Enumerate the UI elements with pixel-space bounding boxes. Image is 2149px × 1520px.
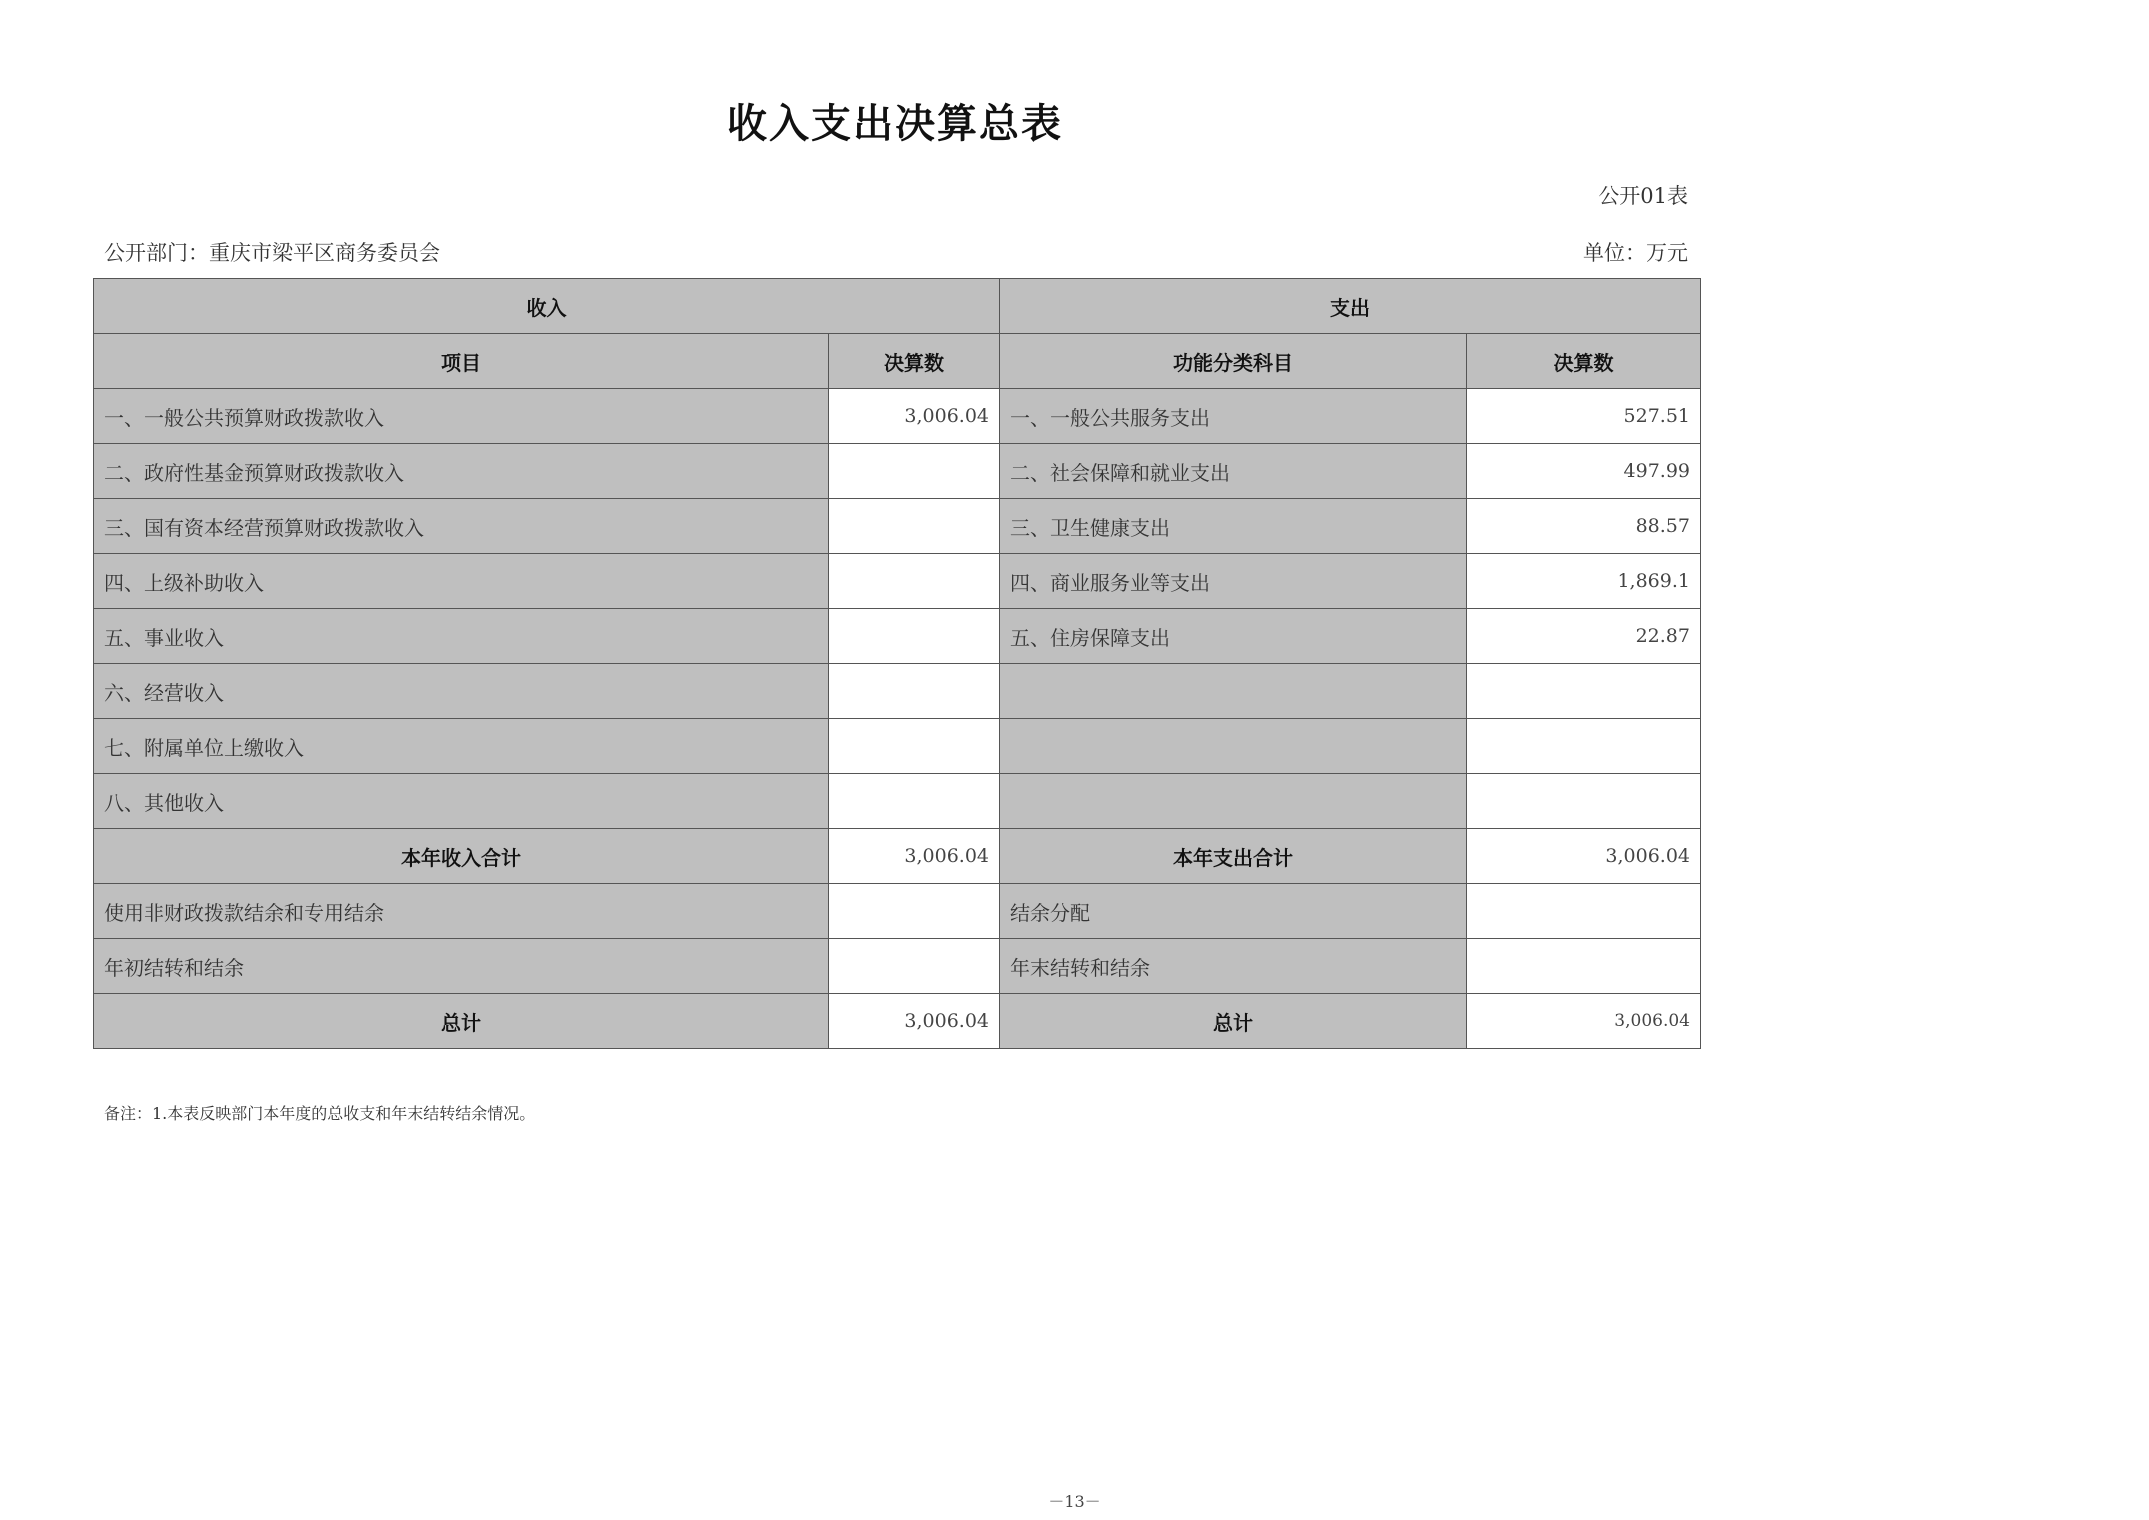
expense-amount xyxy=(1467,884,1701,939)
expense-item: 一、一般公共服务支出 xyxy=(1000,389,1467,444)
income-item: 二、政府性基金预算财政拨款收入 xyxy=(94,444,829,499)
income-item: 年初结转和结余 xyxy=(94,939,829,994)
subtotal-row xyxy=(94,829,1701,884)
income-subtotal-amount: 3,006.04 xyxy=(829,829,1000,884)
expense-total-amount: 3,006.04 xyxy=(1467,994,1701,1049)
income-item: 三、国有资本经营预算财政拨款收入 xyxy=(94,499,829,554)
income-item: 八、其他收入 xyxy=(94,774,829,829)
expense-amount xyxy=(1467,719,1701,774)
expense-amount: 527.51 xyxy=(1467,389,1701,444)
income-amount xyxy=(829,719,1000,774)
income-item: 六、经营收入 xyxy=(94,664,829,719)
expense-total-label: 总计 xyxy=(1000,994,1467,1049)
unit-label: 单位：万元 xyxy=(1583,241,1688,265)
income-amount xyxy=(829,554,1000,609)
form-number: 公开01表 xyxy=(1598,184,1688,208)
expense-item: 结余分配 xyxy=(1000,884,1467,939)
table-column-header-row xyxy=(94,334,1701,389)
expense-item: 年末结转和结余 xyxy=(1000,939,1467,994)
expense-item: 四、商业服务业等支出 xyxy=(1000,554,1467,609)
expense-header: 支出 xyxy=(1000,279,1701,334)
income-item: 使用非财政拨款结余和专用结余 xyxy=(94,884,829,939)
expense-item: 五、住房保障支出 xyxy=(1000,609,1467,664)
table-group-header-row xyxy=(94,279,1701,334)
table-row xyxy=(94,389,1701,444)
table-row xyxy=(94,554,1701,609)
expense-amount-column-header: 决算数 xyxy=(1467,334,1701,389)
expense-amount: 22.87 xyxy=(1467,609,1701,664)
expense-item xyxy=(1000,664,1467,719)
expense-item xyxy=(1000,719,1467,774)
budget-summary-table xyxy=(93,278,1701,1049)
income-item: 七、附属单位上缴收入 xyxy=(94,719,829,774)
income-amount-column-header: 决算数 xyxy=(829,334,1000,389)
table-row xyxy=(94,774,1701,829)
page-number: －13－ xyxy=(1048,1492,1101,1511)
expense-amount xyxy=(1467,939,1701,994)
expense-amount xyxy=(1467,774,1701,829)
total-row xyxy=(94,994,1701,1049)
table-row xyxy=(94,939,1701,994)
table-row xyxy=(94,609,1701,664)
expense-item: 二、社会保障和就业支出 xyxy=(1000,444,1467,499)
income-amount xyxy=(829,444,1000,499)
income-amount xyxy=(829,939,1000,994)
income-subtotal-label: 本年收入合计 xyxy=(94,829,829,884)
income-total-label: 总计 xyxy=(94,994,829,1049)
income-amount xyxy=(829,499,1000,554)
expense-item xyxy=(1000,774,1467,829)
income-item: 一、一般公共预算财政拨款收入 xyxy=(94,389,829,444)
expense-amount: 497.99 xyxy=(1467,444,1701,499)
income-item: 五、事业收入 xyxy=(94,609,829,664)
table-row xyxy=(94,719,1701,774)
income-amount xyxy=(829,609,1000,664)
footnote: 备注：1.本表反映部门本年度的总收支和年末结转结余情况。 xyxy=(104,1104,536,1123)
table-row xyxy=(94,499,1701,554)
page-title: 收入支出决算总表 xyxy=(727,101,1063,147)
income-amount xyxy=(829,884,1000,939)
expense-amount: 1,869.1 xyxy=(1467,554,1701,609)
expense-subtotal-label: 本年支出合计 xyxy=(1000,829,1467,884)
income-total-amount: 3,006.04 xyxy=(829,994,1000,1049)
expense-subtotal-amount: 3,006.04 xyxy=(1467,829,1701,884)
income-amount xyxy=(829,664,1000,719)
function-category-column-header: 功能分类科目 xyxy=(1000,334,1467,389)
income-amount xyxy=(829,774,1000,829)
table-row xyxy=(94,884,1701,939)
income-amount: 3,006.04 xyxy=(829,389,1000,444)
item-column-header: 项目 xyxy=(94,334,829,389)
table-row xyxy=(94,444,1701,499)
expense-amount xyxy=(1467,664,1701,719)
expense-amount: 88.57 xyxy=(1467,499,1701,554)
income-item: 四、上级补助收入 xyxy=(94,554,829,609)
table-row xyxy=(94,664,1701,719)
income-header: 收入 xyxy=(94,279,1000,334)
expense-item: 三、卫生健康支出 xyxy=(1000,499,1467,554)
department-label: 公开部门：重庆市梁平区商务委员会 xyxy=(104,241,440,265)
